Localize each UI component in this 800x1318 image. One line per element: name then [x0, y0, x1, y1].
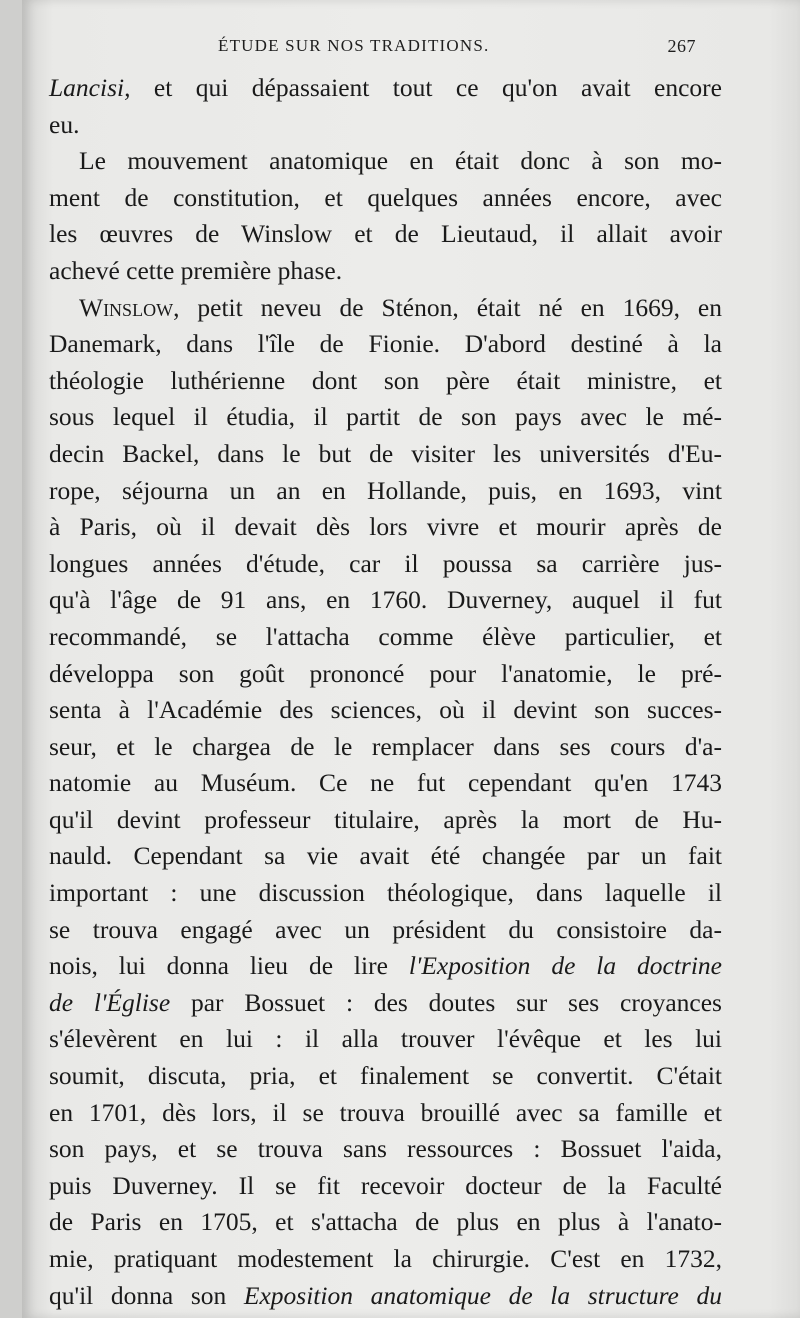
text-line: qu'il devint professeur titulaire, après la mort de Hu- — [49, 804, 722, 834]
text-line: de Paris en 1705, et s'attacha de plus en plus à l'anato- — [49, 1207, 722, 1237]
page-number: 267 — [667, 36, 696, 56]
text-line: eu. — [49, 109, 80, 139]
text-line: natomie au Muséum. Ce ne fut cependant qu'en 1743 — [49, 768, 722, 798]
text-line: ment de constitution, et quelques années encore, avec — [49, 182, 722, 212]
text-line: nois, lui donna lieu de lire l'Exposition de la doctrine — [49, 951, 723, 981]
paragraph-first-line: Winslow, petit neveu de Sténon, était né en 1669, en — [79, 292, 722, 322]
text-line: de l'Église par Bossuet : des doutes sur ses croyances — [49, 987, 722, 1017]
text-line: rope, séjourna un an en Hollande, puis, en 1693, vint — [49, 475, 722, 505]
text-line: s'élevèrent en lui : il alla trouver l'évêque et les lui — [49, 1024, 722, 1054]
text-line: se trouva engagé avec un président du consistoire da- — [49, 914, 722, 944]
text-line: nauld. Cependant sa vie avait été changée par un fait — [49, 841, 722, 871]
body-text — [49, 70, 722, 1314]
text-line: important : une discussion théologique, dans laquelle il — [49, 878, 722, 908]
text-line: longues années d'étude, car il poussa sa carrière jus- — [49, 548, 722, 578]
italic-title: l'Exposition de la doctrine — [408, 951, 723, 981]
text-line: développa son goût prononcé pour l'anatomie, le pré- — [49, 658, 722, 688]
text-line: decin Backel, dans le but de visiter les universités d'Eu- — [49, 438, 722, 468]
text-line: qu'il donna son Exposition anatomique de la structure du — [49, 1280, 722, 1310]
text-line: Lancisi, et qui dépassaient tout ce qu'on avait encore — [49, 73, 722, 102]
italic-title: Exposition anatomique de la structure du — [243, 1280, 722, 1310]
running-head: ÉTUDE SUR NOS TRADITIONS. — [218, 36, 490, 55]
text-line: mie, pratiquant modestement la chirurgie. C'est en 1732, — [49, 1244, 722, 1273]
paragraph-first-line: Le mouvement anatomique en était donc à son mo- — [79, 146, 722, 176]
page-header — [22, 36, 800, 60]
text-line: seur, et le chargea de le remplacer dans ses cours d'a- — [49, 731, 722, 761]
text-line: théologie luthérienne dont son père était ministre, et — [49, 365, 722, 395]
text-line: qu'à l'âge de 91 ans, en 1760. Duverney, auquel il fut — [49, 585, 722, 615]
text-line: soumit, discuta, pria, et finalement se convertit. C'était — [49, 1061, 722, 1091]
text-line: les œuvres de Winslow et de Lieutaud, il allait avoir — [49, 219, 722, 249]
text-line: en 1701, dès lors, il se trouva brouillé avec sa famille et — [49, 1097, 722, 1127]
smallcaps-name: Winslow — [79, 292, 174, 322]
text-line: achevé cette première phase. — [49, 255, 343, 285]
italic-name: Lancisi, — [49, 73, 131, 102]
text-line: sous lequel il étudia, il partit de son pays avec le mé- — [49, 402, 722, 432]
text-line: puis Duverney. Il se fit recevoir docteur de la Faculté — [49, 1170, 722, 1200]
italic-title: de l'Église — [49, 987, 171, 1017]
text-line: senta à l'Académie des sciences, où il devint son succes- — [49, 695, 722, 725]
text-line: Danemark, dans l'île de Fionie. D'abord destiné à la — [49, 329, 722, 359]
book-page — [22, 0, 800, 1318]
text-line: son pays, et se trouva sans ressources : Bossuet l'aida, — [49, 1134, 722, 1164]
text-line: recommandé, se l'attacha comme élève particulier, et — [49, 621, 722, 651]
text-line: à Paris, où il devait dès lors vivre et mourir après de — [49, 512, 722, 542]
